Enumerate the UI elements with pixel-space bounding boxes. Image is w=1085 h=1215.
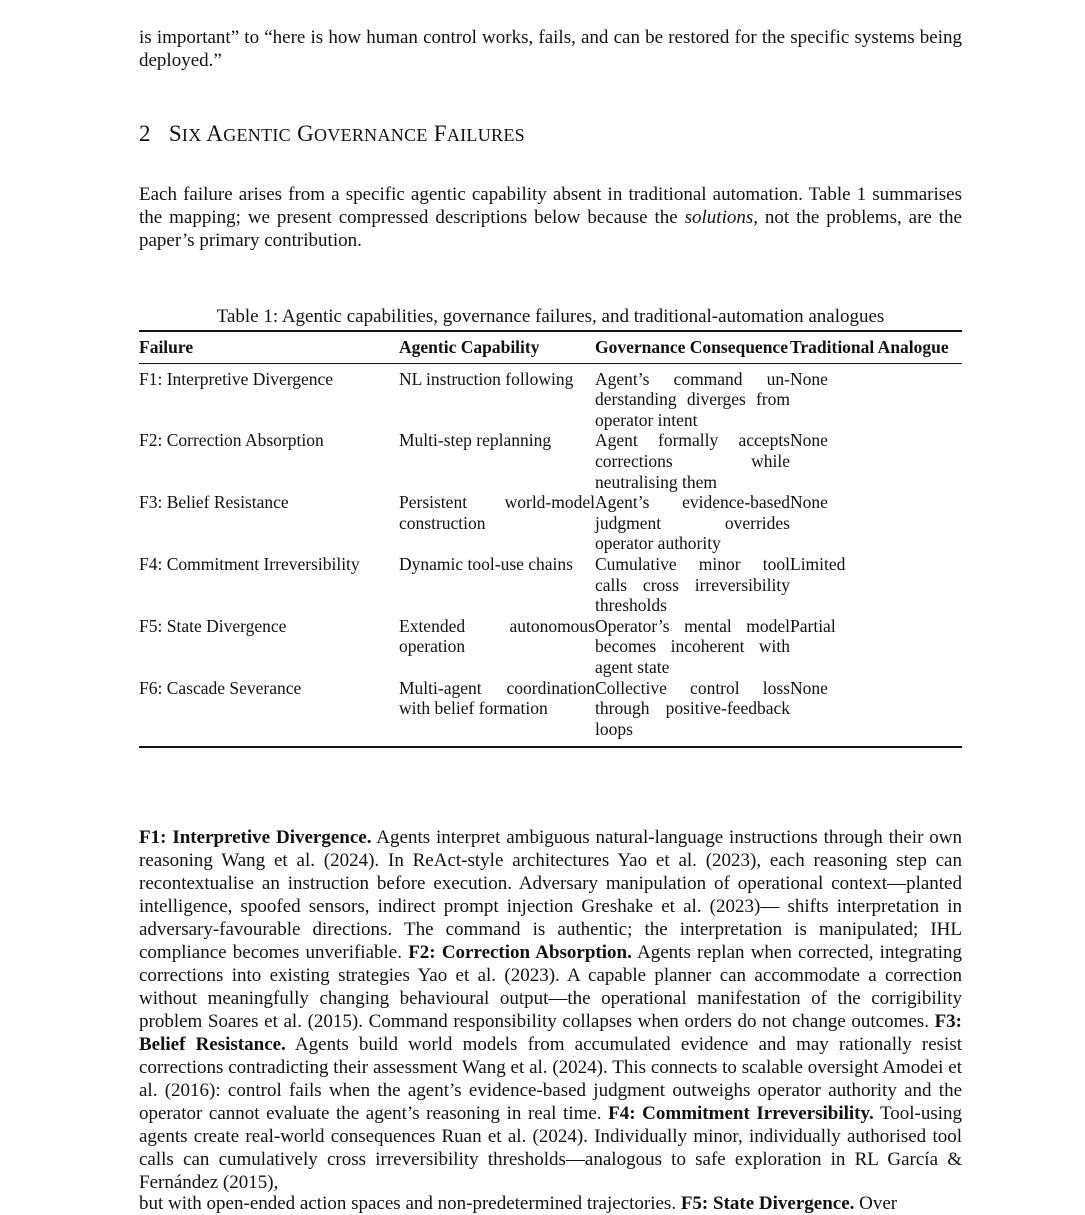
cell-analogue: None: [790, 492, 828, 513]
emphasis-solutions: solutions: [684, 207, 754, 228]
f3-heading: F3: Belief Resistance.: [139, 1011, 962, 1055]
table-row: [139, 616, 962, 678]
cell-failure: F6: Cascade Severance: [139, 678, 399, 748]
section-title: SIX AGENTIC GOVERNANCE FAILURES: [168, 121, 525, 146]
f4-heading: F4: Commitment Irreversibility.: [608, 1103, 874, 1124]
table-caption: Table 1: Agentic capabilities, governance failures, and traditional-automation analogues: [216, 306, 885, 327]
table-row: [139, 492, 962, 554]
cut-off-line: but with open-ended action spaces and non-predetermined trajectories. F5: State Divergence. Over: [139, 1193, 898, 1214]
table-row: [139, 363, 962, 430]
cell-failure: F2: Correction Absorption: [139, 430, 324, 451]
cell-capability: Dynamic tool-use chains: [399, 553, 573, 574]
cell-capability: Persistent world-model construction: [399, 492, 595, 533]
header-consequence: Governance Consequence: [595, 331, 790, 363]
table-row: [139, 678, 962, 748]
cell-analogue: None: [790, 430, 828, 451]
section-heading: [139, 121, 525, 147]
table-header-row: [139, 331, 962, 363]
failures-body-paragraph: F1: Interpretive Divergence. Agents interpret ambiguous natural-language instructions through their own reasoning Wang et al. (2024). In ReAct-style architectures Yao et al. (2023), each reasoning step can recontextualise an instruction before execution. Adversary manipulation of operational context—planted intelligence, spoofed sensors, indirect prompt injection Greshake et al. (2023)— shifts interpretation in adversary-favourable directions. The command is authentic; the interpretation is manipulated; IHL compliance becomes unverifiable. F2: Correction Absorption. Agents replan when corrected, integrating corrections into existing strategies Yao et al. (2023). A capable planner can accommodate a correction without meaningfully changing behavioural output—the operational manifestation of the corrigibility problem Soares et al. (2015). Command responsibility collapses when orders do not change outcomes. F3: Belief Resistance. Agents build world models from accumulated evidence and may rationally resist corrections contradicting their assessment Wang et al. (2024). This connects to scalable oversight Amodei et al. (2016): control fails when the agent’s evidence-based judgment outweighs operator authority and the operator cannot evaluate the agent’s reasoning in real time. F4: Commitment Irreversibility. Tool-using agents create real-world consequences Ruan et al. (2024). Individually minor, individually authorised tool calls can cumulatively cross irreversibility thresholds—analogous to safe exploration in RL García & Fernández (2015),: [139, 827, 962, 1193]
cell-capability: NL instruction following: [399, 368, 574, 389]
cell-failure: F4: Commitment Irreversibility: [139, 553, 360, 574]
cell-capability: Multi-agent coordination with belief formation: [399, 678, 595, 748]
failures-table: [139, 330, 962, 748]
header-capability: Agentic Capability: [399, 331, 595, 363]
cell-consequence: Collective control loss through positive-feedback loops: [595, 678, 790, 748]
cell-capability: Multi-step replanning: [399, 430, 552, 451]
cell-failure: F3: Belief Resistance: [139, 492, 289, 513]
intro-tail-paragraph: is important” to “here is how human control works, fails, and can be restored for the specific systems being deployed.”: [139, 27, 962, 71]
table-row: [139, 554, 962, 616]
cell-capability: Extended autonomous operation: [399, 615, 595, 657]
table-row: [139, 430, 962, 492]
cell-failure: F1: Interpretive Divergence: [139, 368, 334, 389]
cell-analogue: Limited: [790, 553, 846, 574]
f2-heading: F2: Correction Absorption.: [408, 942, 632, 963]
header-failure: Failure: [139, 331, 399, 363]
cell-consequence: Agent formally accepts corrections while neutralising them: [595, 430, 790, 492]
section-number: 2: [139, 121, 151, 146]
cell-consequence: Cumulative minor tool calls cross irreversibility thresholds: [595, 553, 790, 616]
f1-heading: F1: Interpretive Divergence.: [139, 827, 372, 848]
cell-analogue: None: [790, 678, 962, 748]
cell-failure: F5: State Divergence: [139, 615, 287, 636]
cell-consequence: Operator’s mental model becomes incoherent with agent state: [595, 615, 790, 677]
f5-heading: F5: State Divergence.: [680, 1193, 855, 1214]
section-intro-paragraph: Each failure arises from a specific agentic capability absent in traditional automation. Table 1 summarises the mapping; we present compressed descriptions below because the solutions, not the problems, are the paper’s primary contribution.: [139, 184, 962, 251]
cell-analogue: Partial: [790, 615, 836, 636]
header-analogue: Traditional Analogue: [790, 331, 962, 363]
cell-consequence: Agent’s evidence-based judgment overrides operator authority: [595, 492, 790, 554]
cell-consequence: Agent’s command understanding diverges from operator intent: [595, 368, 790, 430]
cell-analogue: None: [790, 368, 828, 389]
